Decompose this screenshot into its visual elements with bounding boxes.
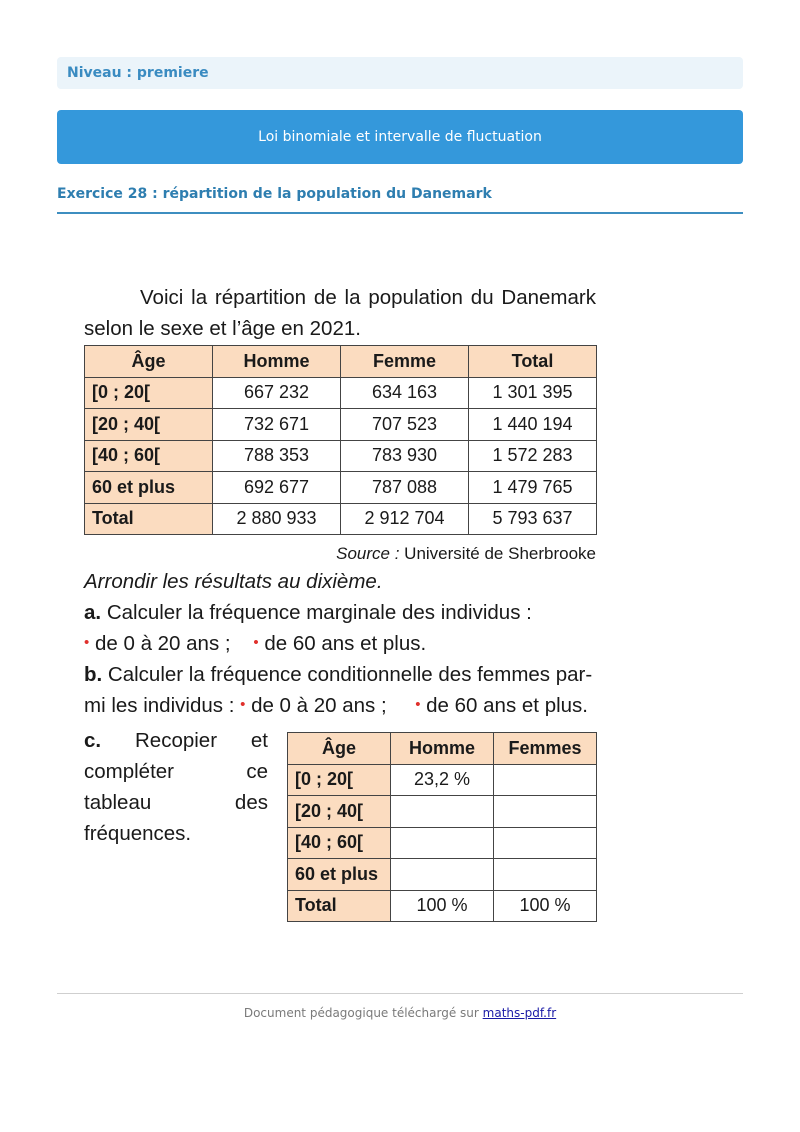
table-cell bbox=[391, 859, 494, 891]
row-label: [0 ; 20[ bbox=[85, 377, 213, 409]
exercise-intro: Voici la répartition de la population du Danemark selon le sexe et l’âge en 2021. bbox=[84, 286, 596, 340]
table-cell: 1 440 194 bbox=[469, 409, 597, 441]
question-b-line-1 bbox=[84, 663, 596, 687]
question-c-text: Recopier et compléter ce tableau des fréquences. bbox=[84, 729, 268, 845]
table-row bbox=[288, 764, 597, 796]
chapter-title: Loi binomiale et intervalle de fluctuation bbox=[258, 129, 542, 145]
header-age: Âge bbox=[85, 346, 213, 378]
table-header-row bbox=[85, 346, 597, 378]
table-cell: 1 572 283 bbox=[469, 440, 597, 472]
table-header-row bbox=[288, 733, 597, 765]
footer-divider bbox=[57, 993, 743, 994]
table-cell: 5 793 637 bbox=[469, 503, 597, 535]
table-cell bbox=[391, 796, 494, 828]
table-cell bbox=[494, 859, 597, 891]
header-femmes: Femmes bbox=[494, 733, 597, 765]
question-b-text-2: mi les individus : bbox=[84, 694, 235, 717]
page-footer bbox=[57, 1006, 743, 1020]
question-b-item-2: de 60 ans et plus. bbox=[426, 694, 588, 717]
header-total: Total bbox=[469, 346, 597, 378]
row-label: [0 ; 20[ bbox=[288, 764, 391, 796]
table-cell: 100 % bbox=[391, 890, 494, 922]
table-cell: 788 353 bbox=[213, 440, 341, 472]
question-a-text: Calculer la fréquence marginale des individus : bbox=[106, 601, 532, 624]
footer-text: Document pédagogique téléchargé sur bbox=[243, 1006, 479, 1020]
row-label: [20 ; 40[ bbox=[288, 796, 391, 828]
row-label: 60 et plus bbox=[288, 859, 391, 891]
table-row bbox=[85, 377, 597, 409]
header-homme: Homme bbox=[391, 733, 494, 765]
row-label: [40 ; 60[ bbox=[85, 440, 213, 472]
bullet-icon: • bbox=[84, 634, 90, 651]
question-a-letter: a. bbox=[84, 601, 102, 624]
row-label: Total bbox=[288, 890, 391, 922]
header-age: Âge bbox=[288, 733, 391, 765]
table-cell: 1 301 395 bbox=[469, 377, 597, 409]
table-row bbox=[288, 859, 597, 891]
table-cell bbox=[494, 827, 597, 859]
table-cell: 732 671 bbox=[213, 409, 341, 441]
source-label: Source : bbox=[336, 544, 400, 563]
exercise-heading: Exercice 28 : répartition de la population du Danemark bbox=[57, 186, 492, 202]
table-cell: 23,2 % bbox=[391, 764, 494, 796]
chapter-title-banner bbox=[57, 110, 743, 164]
source-name: Université de Sherbrooke bbox=[404, 544, 596, 563]
table-cell: 2 912 704 bbox=[341, 503, 469, 535]
table-row bbox=[288, 827, 597, 859]
table-source bbox=[336, 544, 596, 564]
footer-link[interactable]: maths-pdf.fr bbox=[482, 1006, 557, 1020]
row-label: [20 ; 40[ bbox=[85, 409, 213, 441]
question-c-letter: c. bbox=[84, 729, 102, 752]
bullet-icon: • bbox=[240, 696, 246, 713]
row-label: [40 ; 60[ bbox=[288, 827, 391, 859]
question-b-line-2 bbox=[84, 694, 596, 718]
table-row bbox=[288, 796, 597, 828]
question-b-text: Calculer la fréquence conditionnelle des femmes par- bbox=[107, 663, 593, 686]
question-b-letter: b. bbox=[84, 663, 103, 686]
question-a bbox=[84, 601, 596, 625]
bullet-icon: • bbox=[253, 634, 259, 651]
header-homme: Homme bbox=[213, 346, 341, 378]
question-c bbox=[84, 725, 268, 849]
table-cell: 692 677 bbox=[213, 472, 341, 504]
row-label: Total bbox=[85, 503, 213, 535]
table-row bbox=[85, 440, 597, 472]
header-femme: Femme bbox=[341, 346, 469, 378]
rounding-instruction: Arrondir les résultats au dixième. bbox=[84, 570, 383, 593]
frequency-table bbox=[287, 732, 597, 922]
exercise-heading-rule bbox=[57, 212, 743, 214]
question-a-item-1: de 0 à 20 ans ; bbox=[94, 632, 231, 655]
table-cell: 1 479 765 bbox=[469, 472, 597, 504]
table-cell: 783 930 bbox=[341, 440, 469, 472]
table-row bbox=[85, 409, 597, 441]
table-cell: 2 880 933 bbox=[213, 503, 341, 535]
level-label: Niveau : premiere bbox=[67, 65, 209, 81]
table-cell bbox=[494, 796, 597, 828]
table-row-total bbox=[288, 890, 597, 922]
question-b-item-1: de 0 à 20 ans ; bbox=[251, 694, 387, 717]
table-row bbox=[85, 472, 597, 504]
table-cell: 707 523 bbox=[341, 409, 469, 441]
row-label: 60 et plus bbox=[85, 472, 213, 504]
table-cell bbox=[494, 764, 597, 796]
bullet-icon: • bbox=[415, 696, 421, 713]
question-a-item-2: de 60 ans et plus. bbox=[264, 632, 427, 655]
table-cell: 100 % bbox=[494, 890, 597, 922]
question-a-items bbox=[84, 632, 596, 656]
table-cell: 787 088 bbox=[341, 472, 469, 504]
level-banner bbox=[57, 57, 743, 89]
table-cell bbox=[391, 827, 494, 859]
table-cell: 667 232 bbox=[213, 377, 341, 409]
table-cell: 634 163 bbox=[341, 377, 469, 409]
population-table bbox=[84, 345, 597, 535]
table-row-total bbox=[85, 503, 597, 535]
